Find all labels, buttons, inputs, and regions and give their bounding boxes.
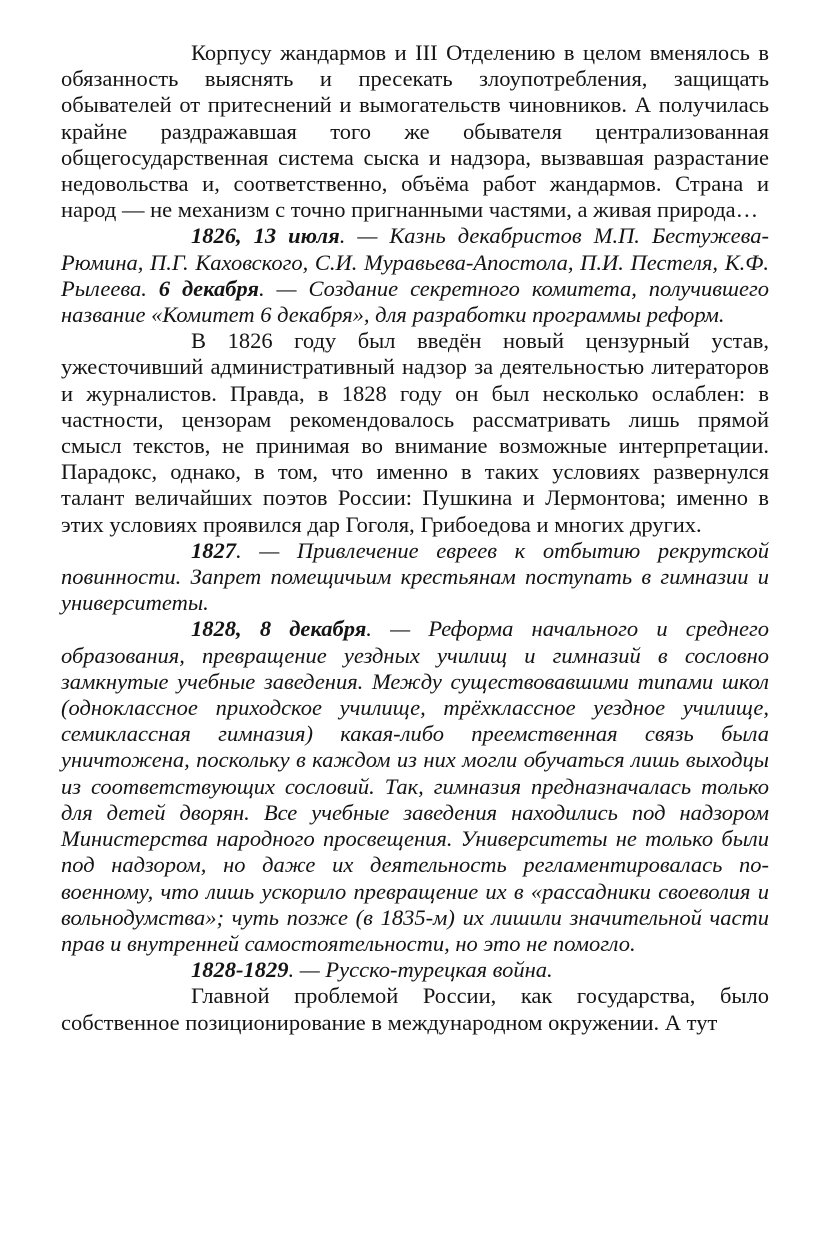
paragraph-censorship: В 1826 году был введён новый цензурный устав, ужесточивший административный надзор за деятельностью литераторов и журналистов. Правда, в 1828 году он был несколько ослаблен: в частности, цензорам рекомендовалось рассматривать лишь прямой смысл текстов, не принимая во внимание возможные интерпретации. Парадокс, однако, в том, что именно в таких условиях развернулся талант величайших поэтов России: Пушкина и Лермонтова; именно в этих условиях проявился дар Гоголя, Грибоедова и многих других. <box>61 328 769 537</box>
entry-date: 1826, 13 июля <box>191 223 340 249</box>
entry-text: . — Привлечение евреев к отбытию рекрутской повинности. Запрет помещичьим крестьянам поступать в гимназии и университеты. <box>61 537 769 616</box>
entry-date: 1828-1829 <box>191 957 289 983</box>
chronology-entry-1828 <box>61 616 769 957</box>
entry-date: 6 декабря <box>158 275 259 301</box>
entry-text: . — Реформа начального и среднего образования, превращение уездных училищ и гимназий в сословно замкнутые учебные заведения. Между существовавшими типами школ (одноклассное приходское училище, трёхклассное уездное училище, семиклассная гимназия) какая-либо преемственная связь была уничтожена, поскольку в каждом из них могли обучаться лишь выходцы из соответствующих сословий. Так, гимназия предназначалась только для детей дворян. Все учебные заведения находились под надзором Министерства народного просвещения. Университеты не только были под надзором, но даже их деятельность регламентировалась по-военному, что лишь ускорило превращение их в «рассадники своеволия и вольнодумства»; чуть позже (в 1835-м) их лишили значительной части прав и внутренней самостоятельности, но это не помогло. <box>61 616 770 956</box>
entry-text: . — Создание секретного комитета, получившего название «Комитет 6 декабря», для разработки программы реформ. <box>61 275 769 328</box>
entry-text: . — Русско-турецкая война. <box>288 957 553 983</box>
entry-date: 1828, 8 декабря <box>191 616 367 642</box>
document-page <box>61 40 769 1036</box>
chronology-entry-1826 <box>61 223 769 328</box>
paragraph-gendarmes: Корпусу жандармов и III Отделению в целом вменялось в обязанность выяснять и пресекать злоупотребления, защищать обывателей от притеснений и вымогательств чиновников. А получилась крайне раздражавшая того же обывателя централизованная общегосударственная система сыска и надзора, вызвавшая разрастание недовольства и, соответственно, объёма работ жандармов. Страна и народ — не механизм с точно пригнанными частями, а живая природа… <box>61 40 769 223</box>
paragraph-russia-position: Главной проблемой России, как государства, было собственное позиционирование в международном окружении. А тут <box>61 983 769 1035</box>
entry-date: 1827 <box>191 537 236 563</box>
entry-text: . — Казнь декабристов М.П. Бестужева-Рюмина, П.Г. Каховского, С.И. Муравьева-Апостола, П.И. Пестеля, К.Ф. Рылеева. <box>61 223 769 301</box>
chronology-entry-1828-1829 <box>61 957 769 983</box>
chronology-entry-1827 <box>61 538 769 617</box>
